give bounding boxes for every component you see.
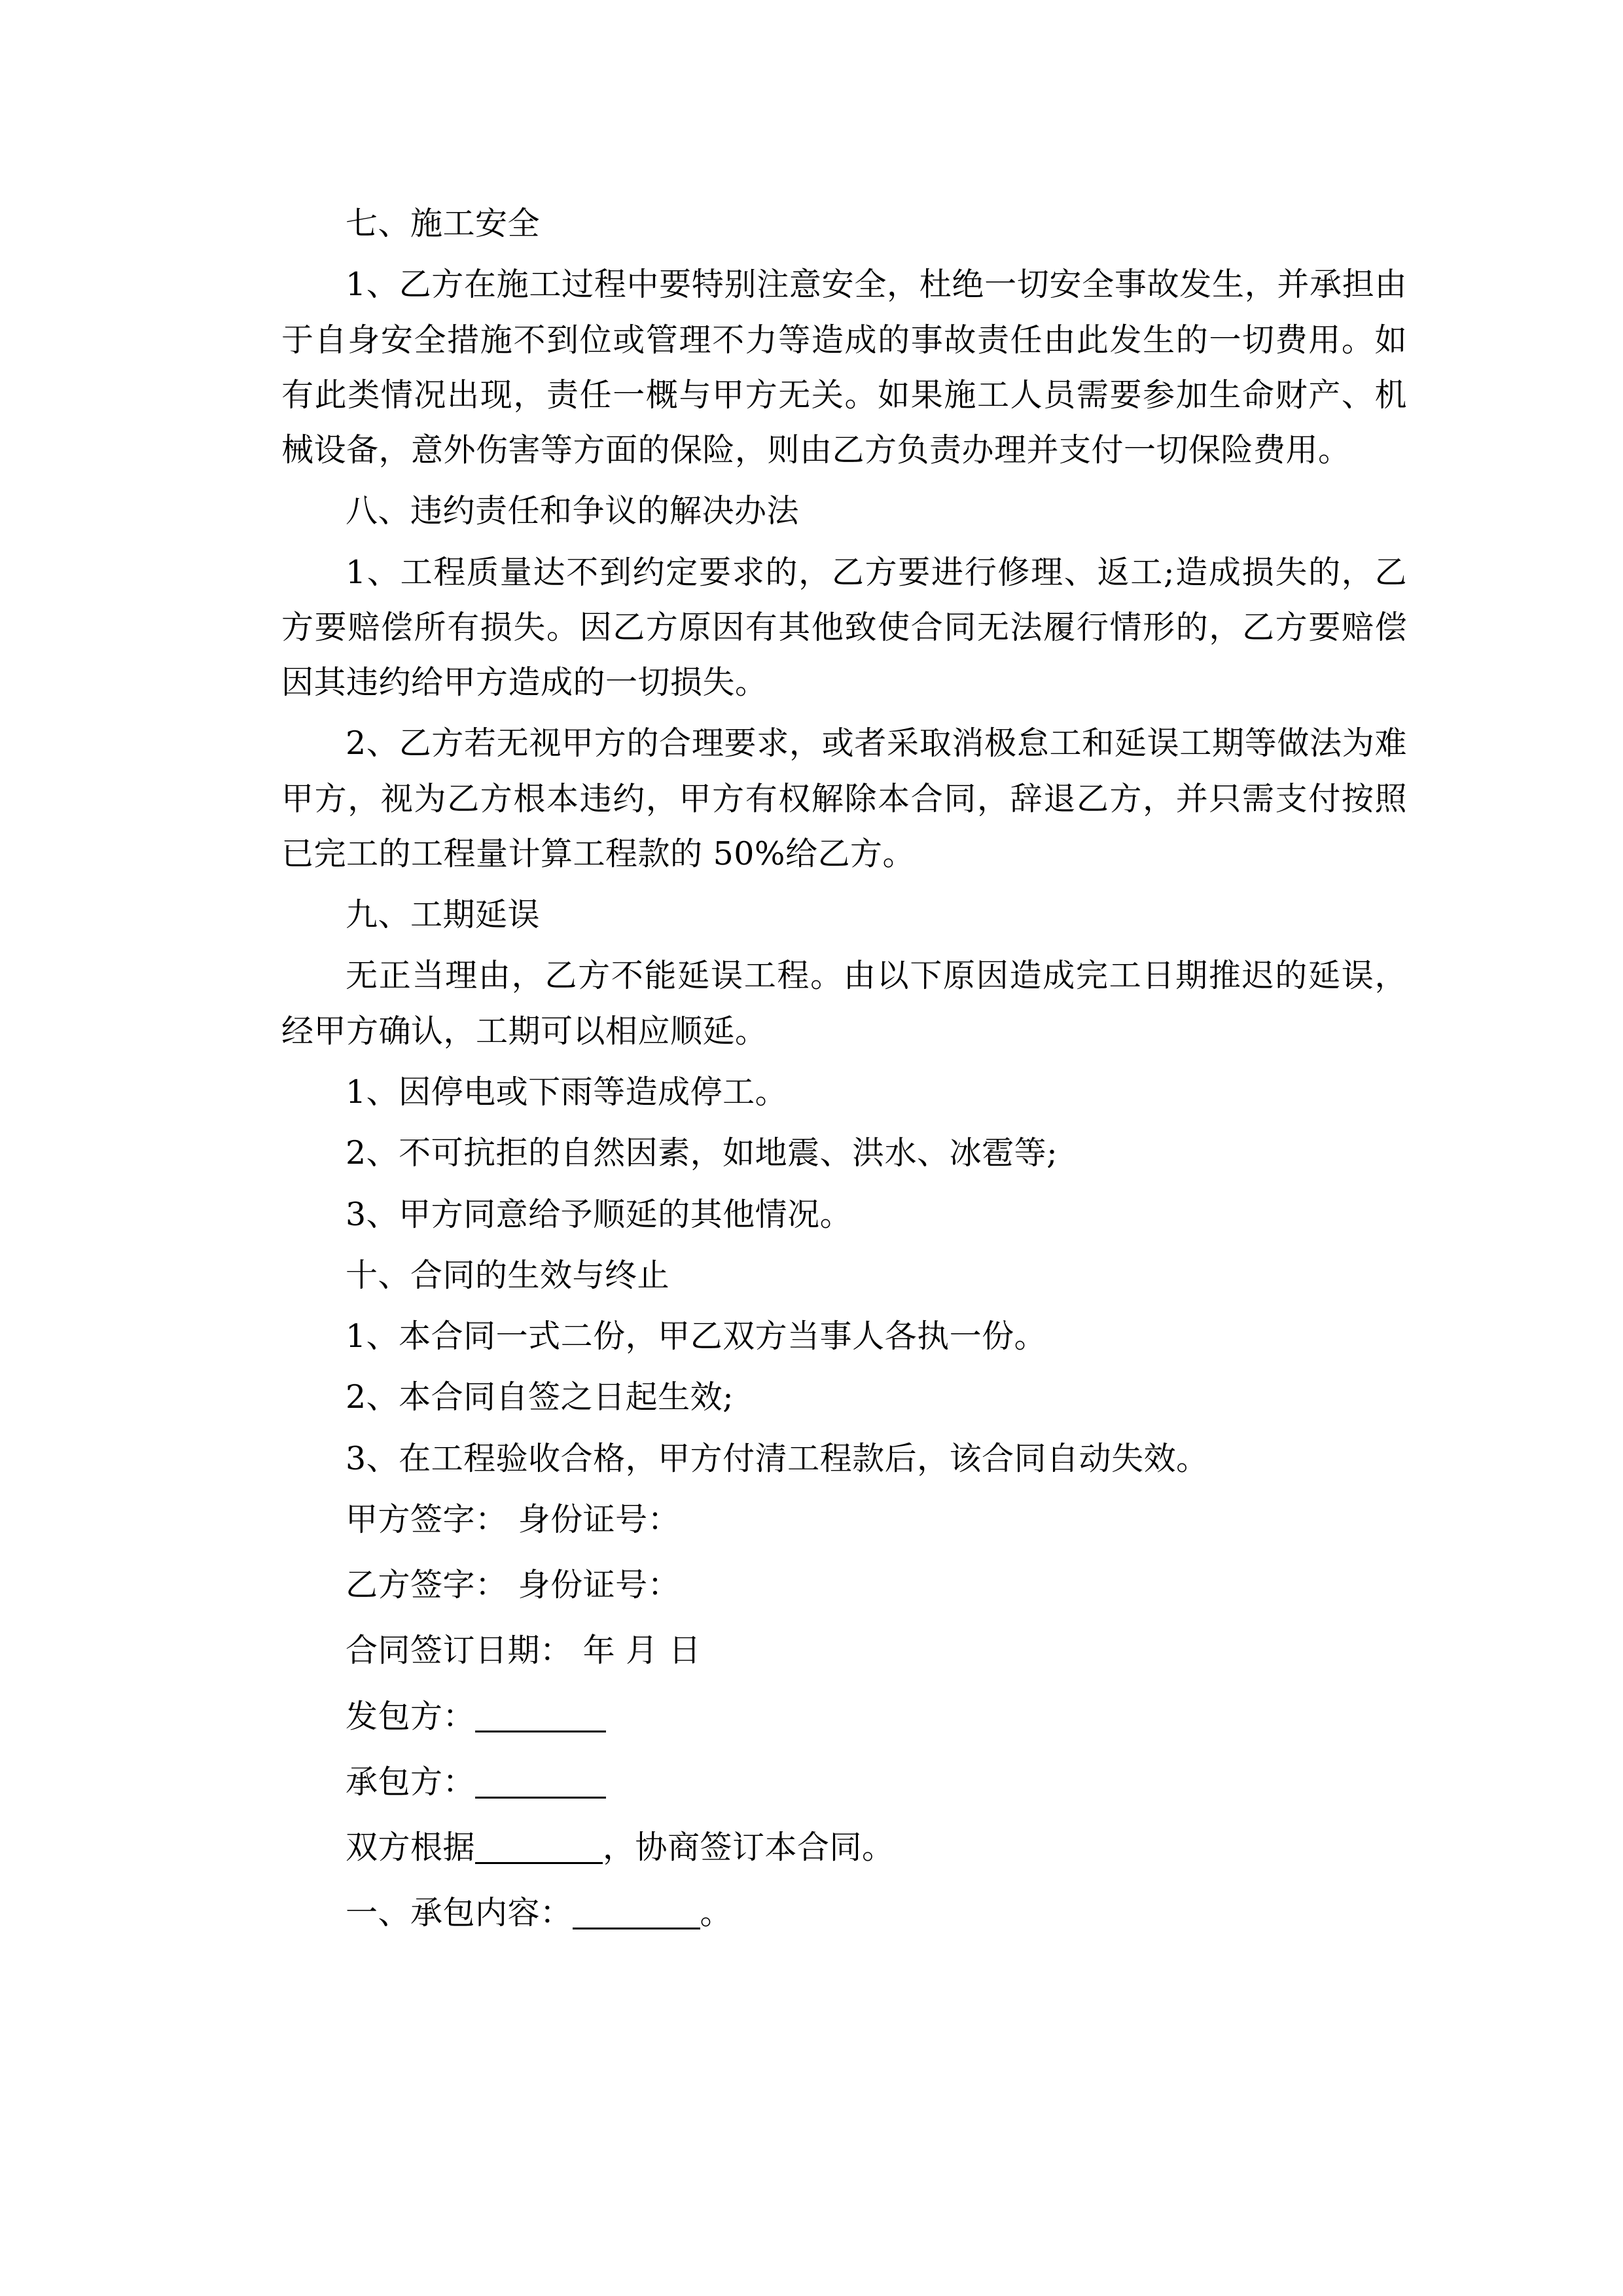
agreement-basis-suffix: ，协商签订本合同。: [603, 1829, 895, 1867]
section-heading-7: 七、施工安全: [346, 205, 541, 242]
section-9-item-3: 3、甲方同意给予顺延的其他情况。: [346, 1195, 853, 1233]
section-8-paragraph-1: 1、工程质量达不到约定要求的，乙方要进行修理、返工;造成损失的，乙方要赔偿所有损失。因乙方原因有其他致使合同无法履行情形的，乙方要赔偿因其违约给甲方造成的一切损失。: [281, 553, 1407, 702]
item-one-blank[interactable]: [573, 1895, 700, 1929]
item-one-suffix: 。: [700, 1894, 733, 1932]
section-10-item-1: 1、本合同一式二份，甲乙双方当事人各执一份。: [346, 1318, 1047, 1355]
contractor-employer-line: [281, 1689, 1407, 1744]
agreement-basis-prefix: 双方根据: [346, 1829, 476, 1867]
section-heading-8: 八、违约责任和争议的解决办法: [346, 492, 800, 530]
item-one-line: [281, 1886, 1407, 1941]
contractor-employer-label: 发包方：: [346, 1697, 476, 1735]
section-10-item-3: 3、在工程验收合格，甲方付清工程款后，该合同自动失效。: [346, 1439, 1209, 1477]
signature-date: 合同签订日期： 年 月 日: [346, 1632, 702, 1670]
item-one-prefix: 一、承包内容：: [346, 1894, 573, 1932]
contractor-label: 承包方：: [346, 1763, 476, 1801]
contractor-blank[interactable]: [475, 1765, 606, 1799]
signature-party-a: 甲方签字： 身份证号：: [346, 1500, 681, 1538]
section-heading-10: 十、合同的生效与终止: [346, 1256, 670, 1294]
contractor-employer-blank[interactable]: [475, 1698, 606, 1732]
section-10-item-2: 2、本合同自签之日起生效;: [346, 1378, 734, 1416]
signature-party-b: 乙方签字： 身份证号：: [346, 1566, 681, 1604]
agreement-basis-blank[interactable]: [475, 1830, 603, 1864]
section-heading-9: 九、工期延误: [346, 896, 541, 934]
section-9-item-1: 1、因停电或下雨等造成停工。: [346, 1073, 788, 1111]
document-body: [281, 196, 1407, 1941]
section-9-paragraph-1: 无正当理由，乙方不能延误工程。由以下原因造成完工日期推迟的延误，经甲方确认，工期可以相应顺延。: [281, 957, 1407, 1050]
contractor-line: [281, 1755, 1407, 1810]
agreement-basis-line: [281, 1820, 1407, 1875]
section-8-paragraph-2: 2、乙方若无视甲方的合理要求，或者采取消极怠工和延误工期等做法为难甲方，视为乙方根本违约，甲方有权解除本合同，辞退乙方，并只需支付按照已完工的工程量计算工程款的 50%给乙方。: [281, 725, 1407, 872]
section-9-item-2: 2、不可抗拒的自然因素，如地震、洪水、冰雹等;: [346, 1134, 1058, 1172]
section-7-paragraph-1: 1、乙方在施工过程中要特别注意安全，杜绝一切安全事故发生，并承担由于自身安全措施不到位或管理不力等造成的事故责任由此发生的一切费用。如有此类情况出现，责任一概与甲方无关。如果施工人员需要参加生命财产、机械设备，意外伤害等方面的保险，则由乙方负责办理并支付一切保险费用。: [281, 266, 1407, 469]
